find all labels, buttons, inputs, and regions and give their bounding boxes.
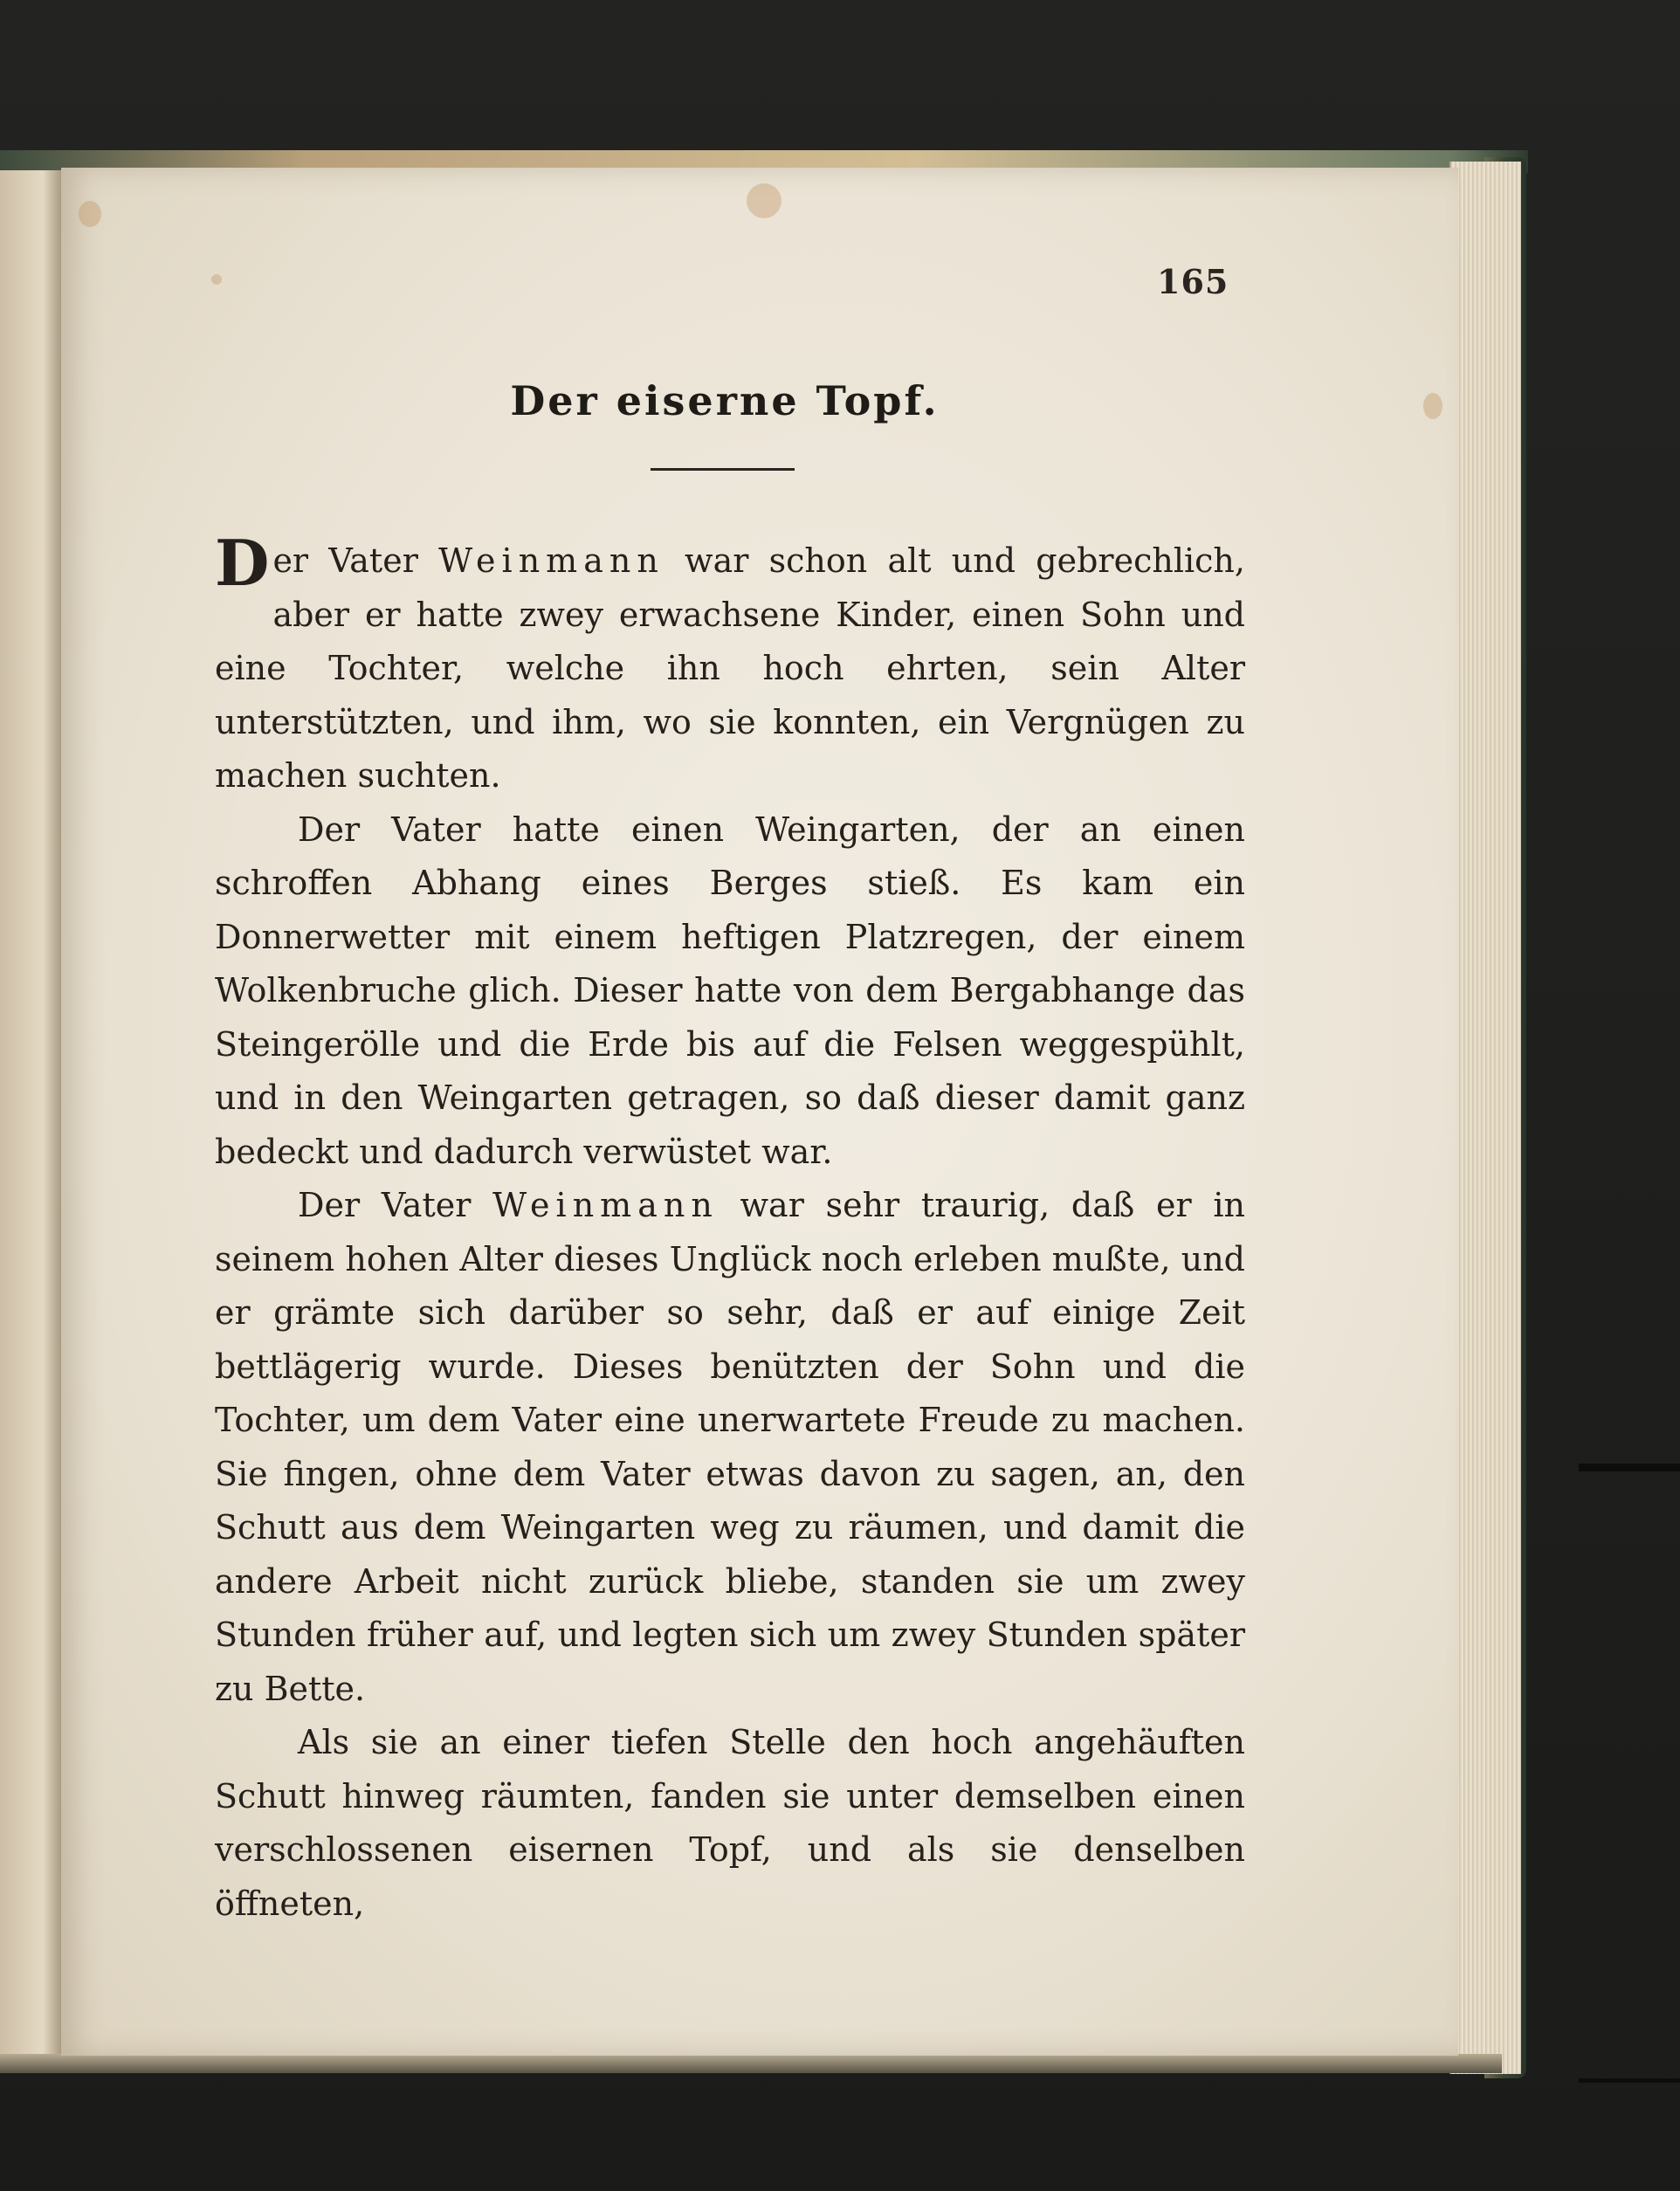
drop-cap: D — [215, 526, 270, 600]
left-facing-page-edge — [0, 170, 64, 2057]
chapter-title: Der eiserne Topf. — [510, 377, 940, 424]
page-stack-edge — [1449, 162, 1521, 2074]
name-weinmann: Weinmann — [438, 541, 664, 580]
paragraph-1 — [215, 526, 1245, 803]
title-divider — [651, 468, 795, 471]
foxing-spot — [747, 183, 781, 218]
body-text — [215, 526, 1246, 1931]
scan-marker — [1579, 2078, 1680, 2083]
paragraph-2: Der Vater hatte einen Weingarten, der an einen schroffen Abhang eines Berges stieß. Es kam ein Donnerwetter mit einem heftigen Platzregen, der einem Wolkenbruche glich. Dieser hatte von dem Bergabhange das Steingerölle und die Erde bis auf die Felsen weggespühlt, und in den Weingarten getragen, so daß dieser damit ganz bedeckt und dadurch verwüstet war. — [215, 810, 1245, 1171]
page-number: 165 — [1157, 262, 1229, 301]
paragraph-1-rest: war schon alt und gebrechlich, aber er hatte zwey erwachsene Kinder, einen Sohn und eine Tochter, welche ihn hoch ehrten, sein Alter unterstützten, und ihm, wo sie konnten, ein Vergnügen zu machen suchten. — [215, 541, 1245, 795]
paragraph-3 — [215, 1179, 1245, 1716]
foxing-spot — [211, 274, 222, 285]
paragraph-4: Als sie an einer tiefen Stelle den hoch angehäuften Schutt hinweg räumten, fanden sie unter demselben einen verschlossenen eisernen Topf, und als sie denselben öffneten, — [215, 1723, 1245, 1923]
foxing-spot — [79, 201, 101, 227]
scan-marker — [1579, 1464, 1680, 1471]
paragraph-3-rest: war sehr traurig, daß er in seinem hohen Alter dieses Unglück noch erleben mußte, und er grämte sich darüber so sehr, daß er auf einige Zeit bettlägerig wurde. Dieses benützten der Sohn und die Tochter, um dem Vater eine unerwartete Freude zu machen. Sie fingen, ohne dem Vater etwas davon zu sagen, an, den Schutt aus dem Weingarten weg zu räumen, und damit die andere Arbeit nicht zurück bliebe, standen sie um zwey Stunden früher auf, und legten sich um zwey Stunden später zu Bette. — [215, 1186, 1246, 1708]
paragraph-1-start: er Vater — [272, 541, 439, 580]
book-bottom-edge — [0, 2054, 1502, 2073]
name-weinmann: Weinmann — [492, 1186, 719, 1224]
paragraph-3-start: Der Vater — [298, 1186, 493, 1224]
